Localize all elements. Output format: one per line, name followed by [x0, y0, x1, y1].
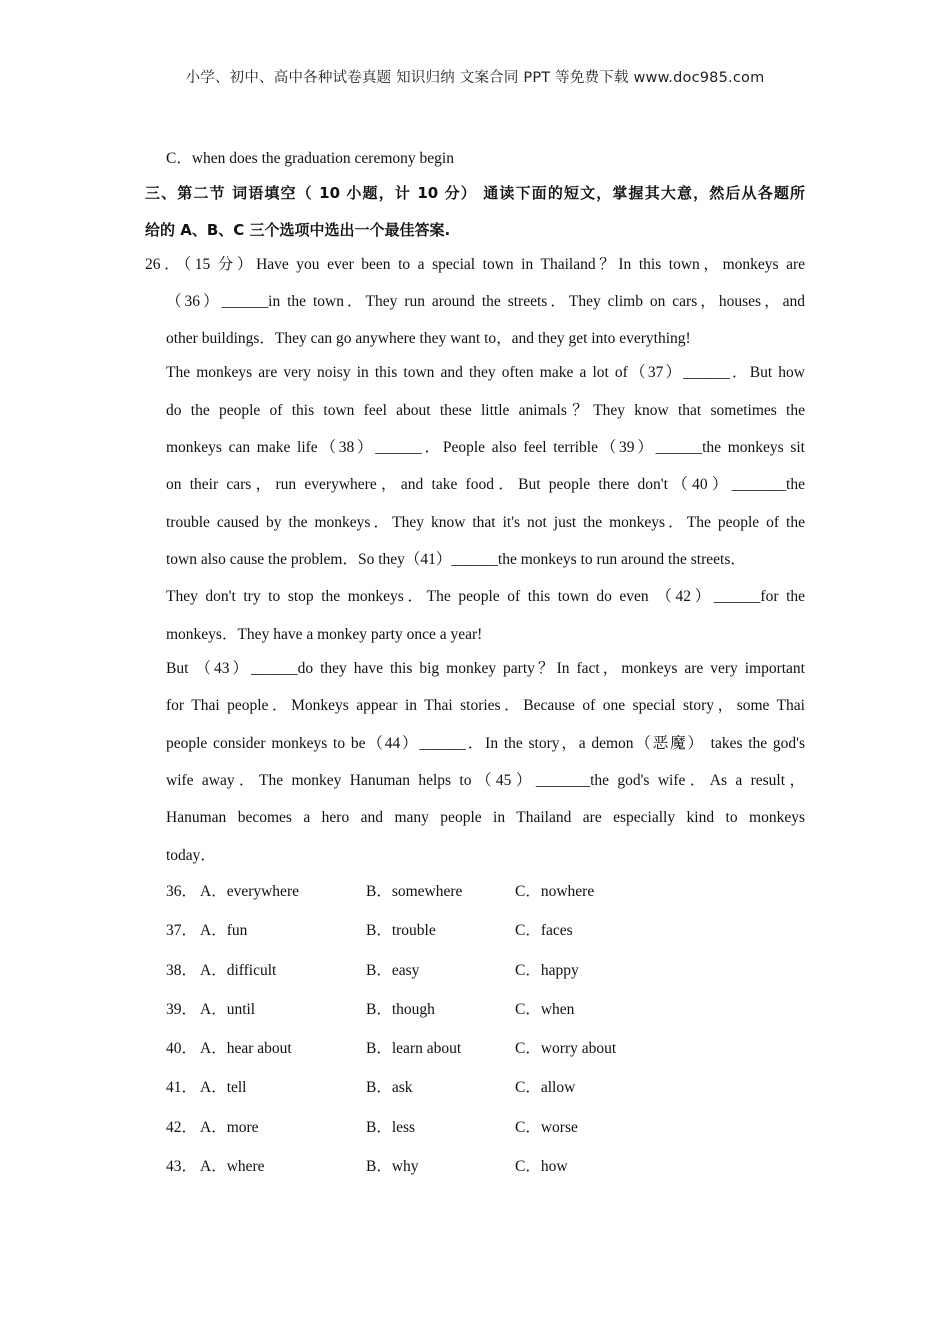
option-b: B．somewhere — [366, 883, 463, 900]
option-b: B．learn about — [366, 1040, 462, 1057]
question-number: 43． — [166, 1158, 198, 1175]
option-b: B．why — [366, 1158, 419, 1175]
passage-line: （36）______in the town．They run around the streets．They climb on cars，houses，and — [166, 293, 805, 310]
option-a: A．everywhere — [200, 883, 299, 900]
option-b: B．ask — [366, 1079, 413, 1096]
passage-line: today． — [166, 847, 216, 864]
question-number: 42． — [166, 1119, 198, 1136]
section-instruction-line-1: 三、第二节 词语填空（ 10 小题，计 10 分） 通读下面的短文，掌握其大意，然后从各题所 — [145, 184, 805, 202]
option-a: A．difficult — [200, 962, 277, 979]
passage-line: town also cause the problem．So they（41）______the monkeys to run around the streets． — [166, 551, 746, 568]
question-number: 37． — [166, 922, 198, 939]
option-c: C．nowhere — [515, 883, 595, 900]
page-header: 小学、初中、高中各种试卷真题 知识归纳 文案合同 PPT 等免费下载 www.doc985.com — [185, 70, 765, 86]
question-number: 39． — [166, 1001, 198, 1018]
previous-option-c: C．when does the graduation ceremony begin — [166, 150, 454, 167]
passage-line: for Thai people．Monkeys appear in Thai stories．Because of one special story，some Thai — [166, 697, 805, 714]
passage-line: wife away．The monkey Hanuman helps to（45）_______the god's wife．As a result， — [166, 772, 805, 789]
option-c: C．when — [515, 1001, 575, 1018]
question-number: 40． — [166, 1040, 198, 1057]
passage-line: do the people of this town feel about these little animals？They know that sometimes the — [166, 402, 805, 419]
question-number: 38． — [166, 962, 198, 979]
question-number: 41． — [166, 1079, 198, 1096]
passage-line: Hanuman becomes a hero and many people in Thailand are especially kind to monkeys — [166, 809, 805, 826]
option-c: C．faces — [515, 922, 573, 939]
passage-line: The monkeys are very noisy in this town and they often make a lot of（37）______．But how — [166, 364, 805, 381]
option-a: A．until — [200, 1001, 256, 1018]
passage-line: They don't try to stop the monkeys．The people of this town do even （42）______for the — [166, 588, 805, 605]
passage-line: monkeys can make life（38）______．People also feel terrible（39）______the monkeys sit — [166, 439, 805, 456]
passage-line: on their cars，run everywhere，and take food．But people there don't（40）_______the — [166, 476, 805, 493]
option-b: B．less — [366, 1119, 416, 1136]
option-b: B．easy — [366, 962, 420, 979]
passage-line: trouble caused by the monkeys．They know that it's not just the monkeys．The people of the — [166, 514, 805, 531]
option-a: A．hear about — [200, 1040, 292, 1057]
option-c: C．happy — [515, 962, 579, 979]
option-b: B．trouble — [366, 922, 436, 939]
option-a: A．more — [200, 1119, 259, 1136]
option-a: A．where — [200, 1158, 265, 1175]
passage-line: monkeys．They have a monkey party once a year! — [166, 626, 483, 643]
option-b: B．though — [366, 1001, 435, 1018]
option-a: A．fun — [200, 922, 248, 939]
option-c: C．how — [515, 1158, 568, 1175]
option-c: C．worse — [515, 1119, 578, 1136]
option-c: C．allow — [515, 1079, 576, 1096]
passage-line: But （43）______do they have this big monkey party？In fact，monkeys are very important — [166, 660, 805, 677]
passage-line: 26．（15 分）Have you ever been to a special town in Thailand？In this town，monkeys are — [145, 256, 805, 273]
option-a: A．tell — [200, 1079, 247, 1096]
passage-line: other buildings．They can go anywhere they want to，and they get into everything! — [166, 330, 691, 347]
section-instruction-line-2: 给的 A、B、C 三个选项中选出一个最佳答案. — [145, 221, 451, 239]
question-number: 36． — [166, 883, 198, 900]
passage-line: people consider monkeys to be（44）______．In the story，a demon（恶魔） takes the god's — [166, 735, 805, 752]
option-c: C．worry about — [515, 1040, 617, 1057]
